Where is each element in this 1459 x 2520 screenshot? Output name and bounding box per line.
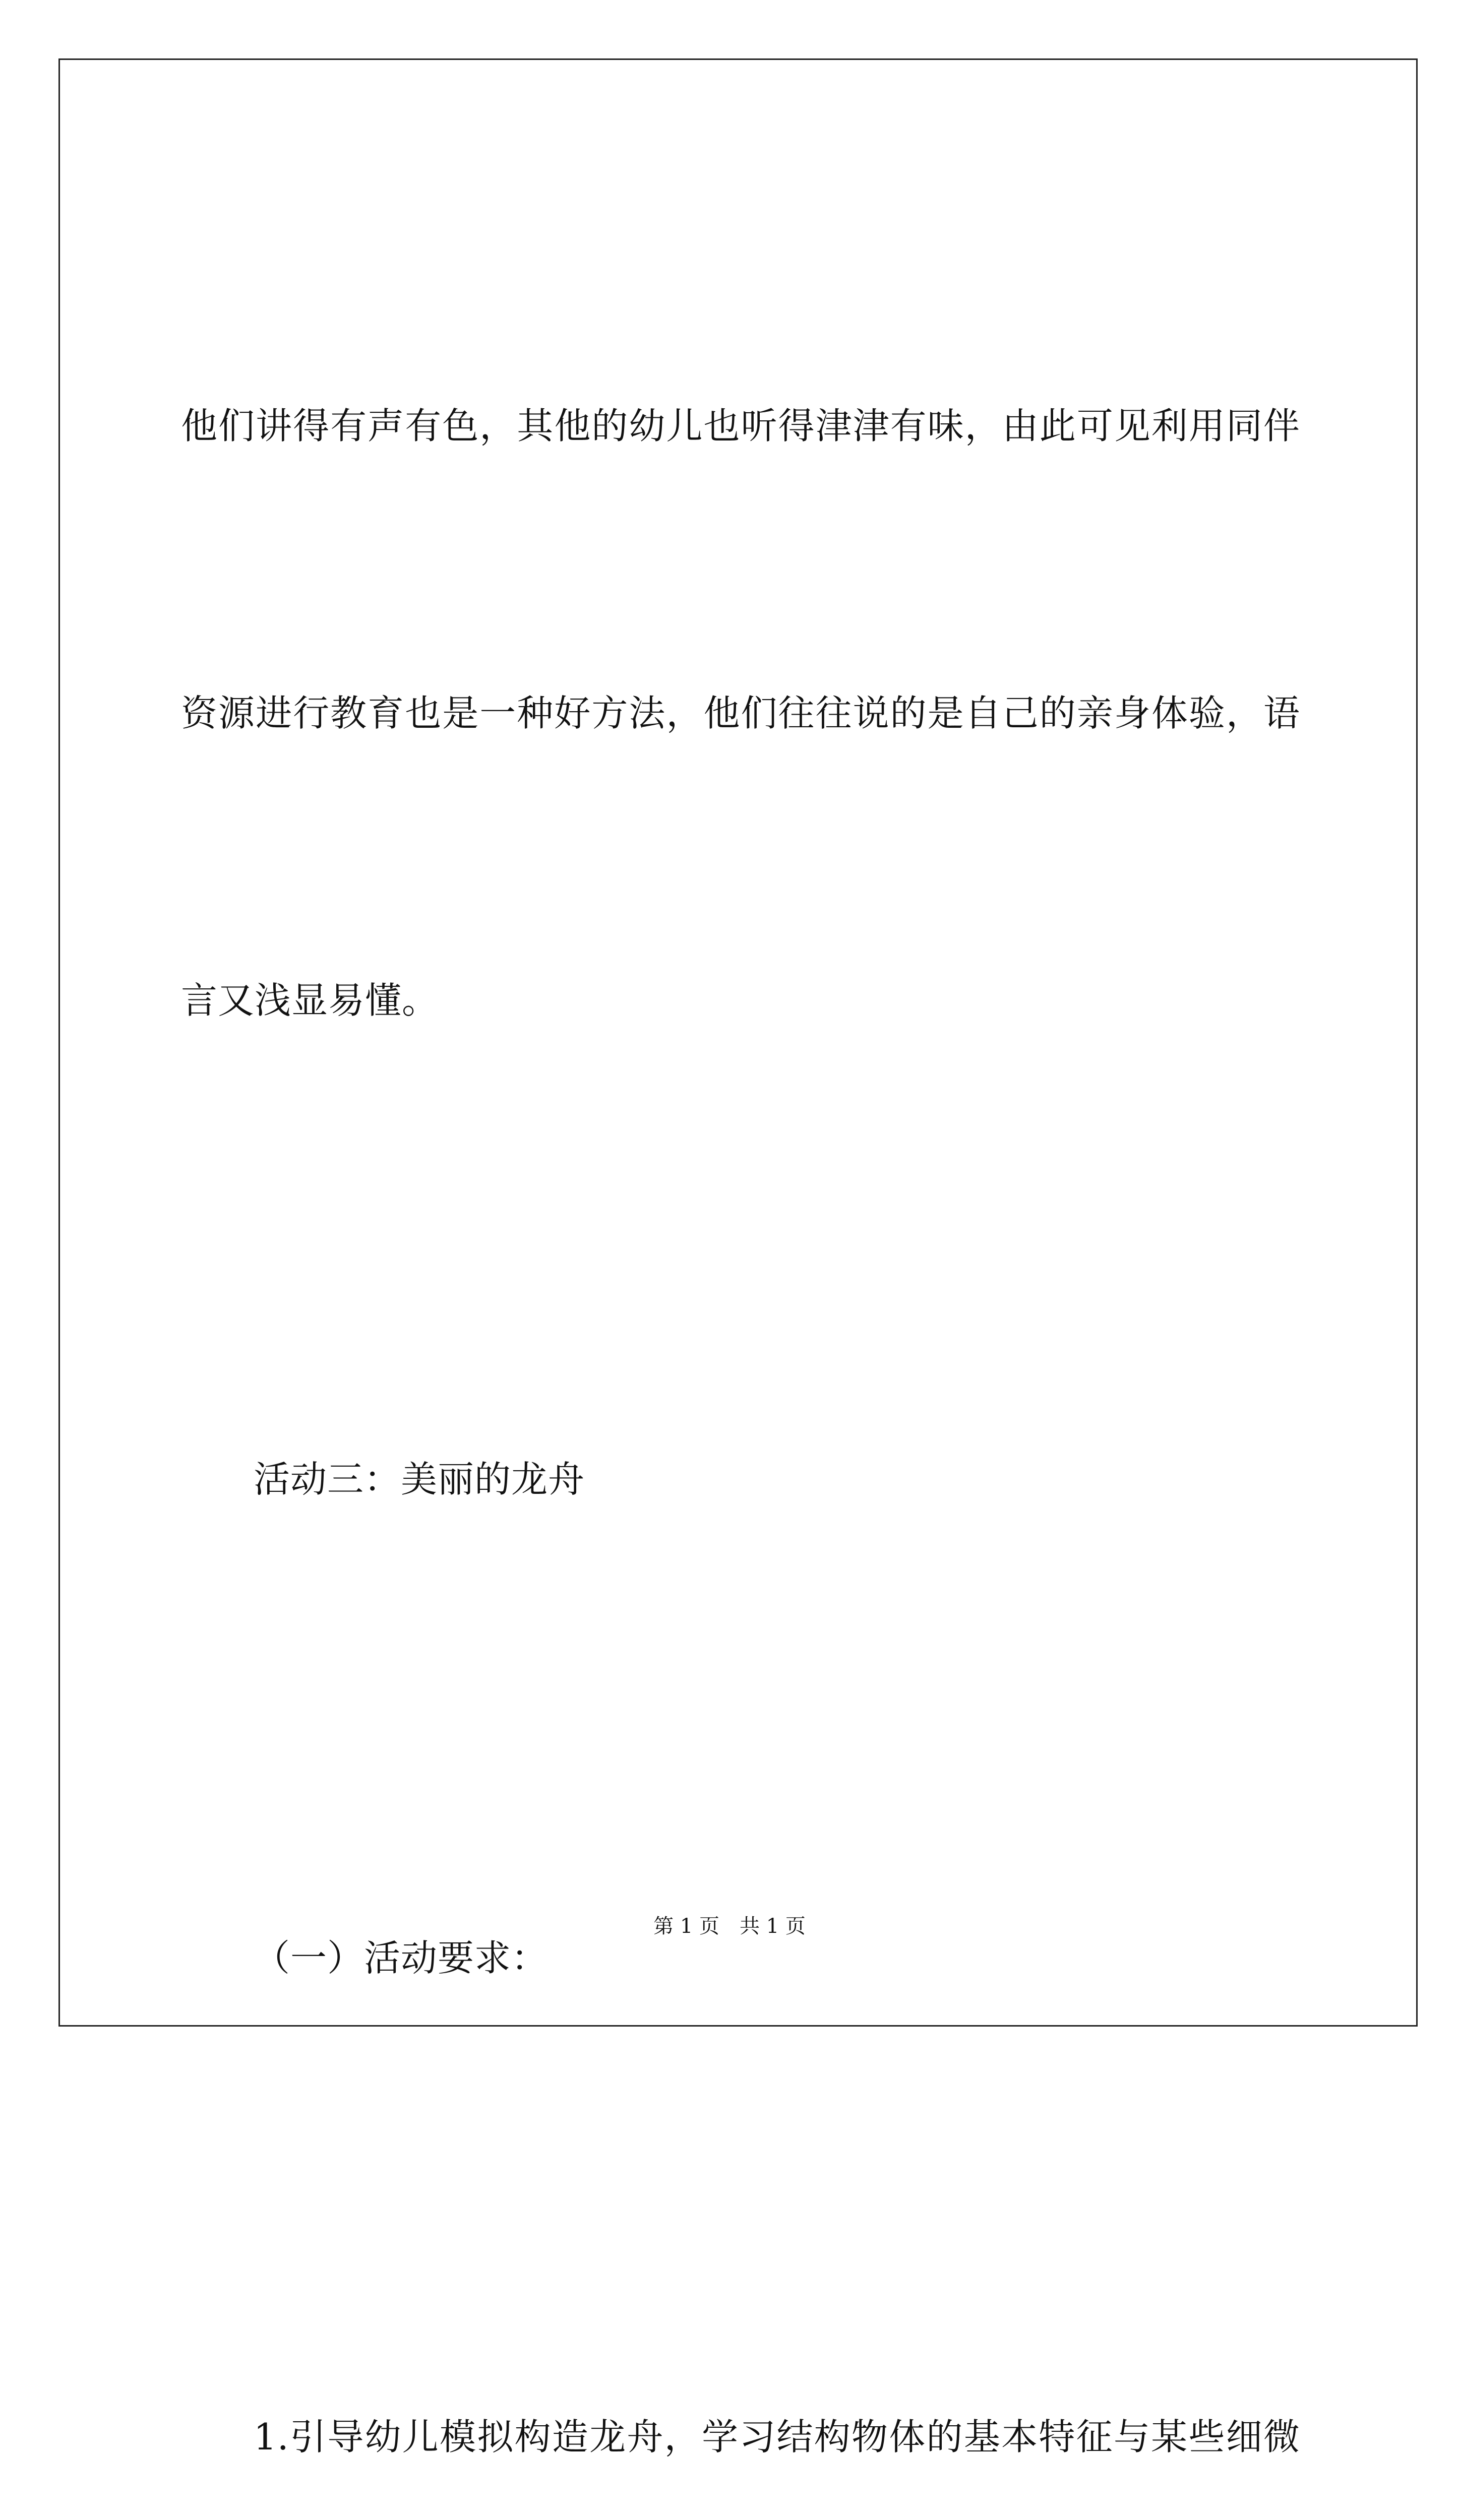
subheading-requirements (181, 1719, 1300, 2197)
paragraph-intro (181, 186, 1300, 1240)
requirement-item-1 (181, 2197, 1300, 2520)
page-footer: 第 1 页 共 1 页 (653, 1915, 806, 1938)
document-body (181, 186, 1300, 2520)
section-heading-activity-three (181, 1240, 1300, 1719)
text-line: 资源进行教育也是一种好方法，他们往往说的是自己的亲身体验，语 (181, 692, 1300, 734)
text-line: （一）活动要求： (254, 1937, 549, 1979)
text-line: 1.引导幼儿模拟构造龙舟，学习结构物体的基本特征与某些细微 (254, 2416, 1300, 2458)
text-line: 活动三：美丽的龙舟 (254, 1458, 585, 1500)
text-line: 言又浅显易懂。 (181, 979, 439, 1022)
text-line: 他们讲得有声有色，其他的幼儿也听得津津有味，由此可见利用同伴 (181, 405, 1300, 447)
